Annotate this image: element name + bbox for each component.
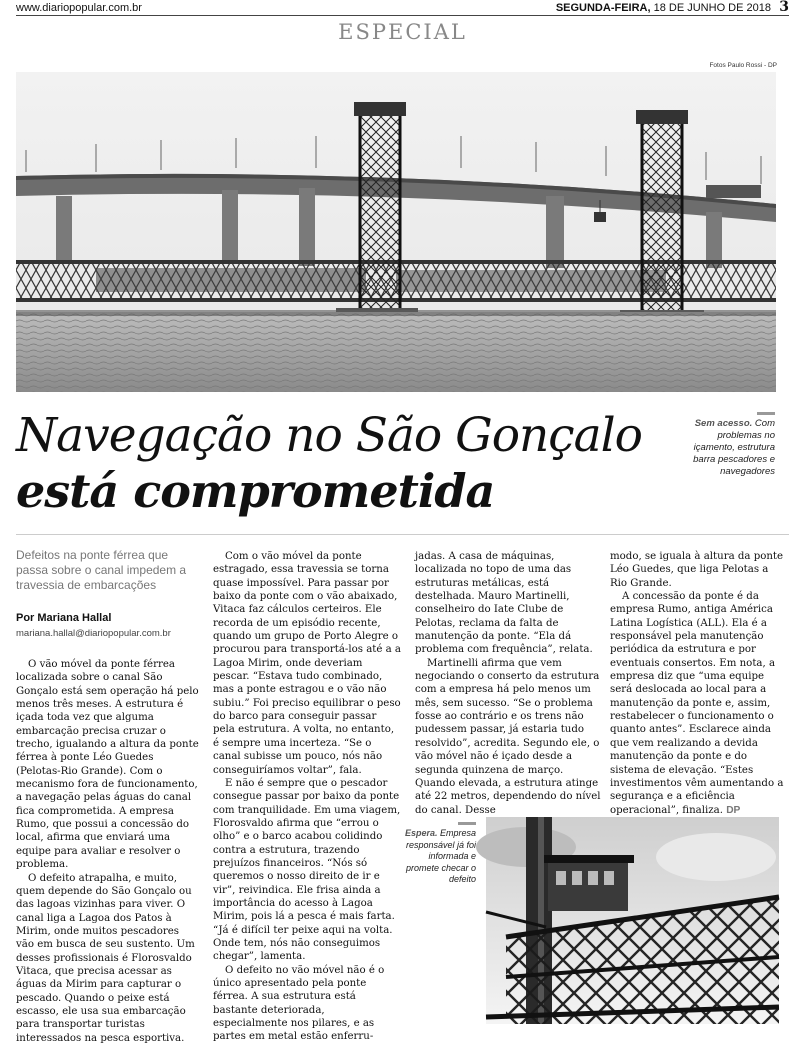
main-photo-caption xyxy=(685,412,775,478)
paragraph xyxy=(610,590,784,817)
site-url: www.diariopopular.com.br xyxy=(16,2,142,14)
caption-lead: Sem acesso. xyxy=(694,418,753,429)
paragraph: jadas. A casa de máquinas, localizada no topo de uma das estruturas metálicas, está destelhada. Mauro Martinelli, conselheiro do Iate Clube de Pelotas, reclama da falta de manutenção da ponte. “Ela dá problema com frequência”, relata. xyxy=(415,551,593,656)
section-title: ESPECIAL xyxy=(338,20,467,44)
main-photo xyxy=(16,72,776,392)
article-column-2 xyxy=(213,550,401,1044)
paragraph: Com o vão móvel da ponte estragado, essa travessia se torna quase impossível. Para passar por baixo da ponte com o vão abaixado, Vitaca faz cálculos certeiros. Ele recorda de um episódio recente, quando um grupo de Porto Alegre o procurou para transportá-los até a a Lagoa Mirim, onde deveriam pescar. “Estava tudo combinado, mas a ponte estragou e o vão não subiu.” Foi preciso equilibrar o peso do barco para conseguir passar pela estrutura. A volta, no entanto, é sempre uma incerteza. “Se o canal subisse um pouco, nós não conseguiríamos voltar”, fala. xyxy=(213,551,402,776)
tower-photo xyxy=(486,817,779,1024)
article-column-4 xyxy=(610,550,784,817)
top-bar xyxy=(16,0,789,16)
paragraph: O defeito atrapalha, e muito, quem depende do São Gonçalo ou das lagoas vizinhas para viver. O canal liga a Lagoa dos Patos à Mirim, onde muitos pescadores vão em busca de seu sustento. Um desses profissionais é Florosvaldo Vitaca, que precisa acessar as águas da Mirim para capturar o pescado. Quando o peixe está escasso, ele usa sua embarcação para transportar turistas interessados na pesca esportiva. xyxy=(16,872,195,1044)
paragraph: O vão móvel da ponte férrea localizada sobre o canal São Gonçalo está sem operação há pelo menos três meses. A estrutura é içada toda vez que alguma embarcação precisa cruzar o trecho, igualando a altura da ponte férrea à ponte Léo Guedes (Pelotas-Rio Grande). Com o mecanismo fora de funcionamento, a navegação pelas águas do canal fica comprometida. A empresa Rumo, que possui a concessão do local, afirma que enviará uma equipe para avaliar e resolver o problema. xyxy=(16,659,199,871)
paragraph: modo, se iguala à altura da ponte Léo Guedes, que liga Pelotas a Rio Grande. xyxy=(610,551,784,589)
article-column-1 xyxy=(16,658,200,1045)
author-email: mariana.hallal@diariopopular.com.br xyxy=(16,628,171,639)
paragraph: O defeito no vão móvel não é o único apresentado pela ponte férrea. A sua estrutura está bastante deteriorada, especialmente nos pilares, e as partes em metal estão enferru- xyxy=(213,964,385,1043)
byline: Por Mariana Hallal xyxy=(16,612,112,624)
caption-bar xyxy=(458,822,476,825)
photo-credit: Fotos Paulo Rossi - DP xyxy=(709,62,777,69)
page-number: 3 xyxy=(779,0,789,15)
signature-mark: DP xyxy=(726,804,741,816)
weekday: SEGUNDA-FEIRA, xyxy=(555,2,651,14)
small-photo-caption xyxy=(404,822,476,886)
headline-line-2: está comprometida xyxy=(16,464,495,518)
paragraph-text: A concessão da ponte é da empresa Rumo, antiga América Latina Logística (ALL). Ela é a responsável pela manutenção periódica da estrutura e por eventuais consertos. Em nota, a empresa diz que “uma equipe será deslocada ao local para a manutenção da ponte e, assim, restabelecer o funcionamento o quanto antes”. Esclarece ainda que vem realizando a devida manutenção da ponte e do sistema de elevação. “Estes investimentos vêm aumentando a segurança e a eficiência operacional”, finaliza. xyxy=(610,591,784,816)
paragraph: E não é sempre que o pescador consegue passar por baixo da ponte com tranquilidade. Em uma viagem, Florosvaldo afirma que “errou o olho” e o barco acabou colidindo contra a estrutura, trazendo prejuízos financeiros. “Nós só queremos o nosso direito de ir e vir”, reivindica. Ele frisa ainda a importância do acesso à Lagoa Mirim, pois lá a pesca é mais farta. “Já é difícil ter peixe aqui na volta. Onde tem, nós não conseguimos chegar”, lamenta. xyxy=(213,777,401,963)
headline xyxy=(16,408,686,518)
caption-text: Empresa responsável já foi informada e promete checar o defeito xyxy=(405,828,476,884)
caption-bar xyxy=(757,412,775,415)
headline-line-1: Navegação no São Gonçalo xyxy=(16,408,642,463)
caption-text: Com problemas no içamento, estrutura barra pescadores e navegadores xyxy=(693,418,775,477)
caption-lead: Espera. xyxy=(404,828,438,838)
article-column-3 xyxy=(415,550,603,817)
issue-date xyxy=(556,2,771,14)
dek: Defeitos na ponte férrea que passa sobre o canal impedem a travessia de embarcações xyxy=(16,548,187,592)
paragraph: Martinelli afirma que vem negociando o conserto da estrutura com a empresa há pelo menos um mês, sem sucesso. “Se o problema fosse ao contrário e os trens não pudessem passar, já estaria tudo resolvido”, acredita. Segundo ele, o vão móvel não é içado desde a segunda quinzena de março. Quando elevada, a estrutura atinge até 22 metros, dependendo do nível do canal. Desse xyxy=(415,657,601,816)
date-text: 18 DE JUNHO DE 2018 xyxy=(653,2,771,14)
divider xyxy=(16,534,789,535)
